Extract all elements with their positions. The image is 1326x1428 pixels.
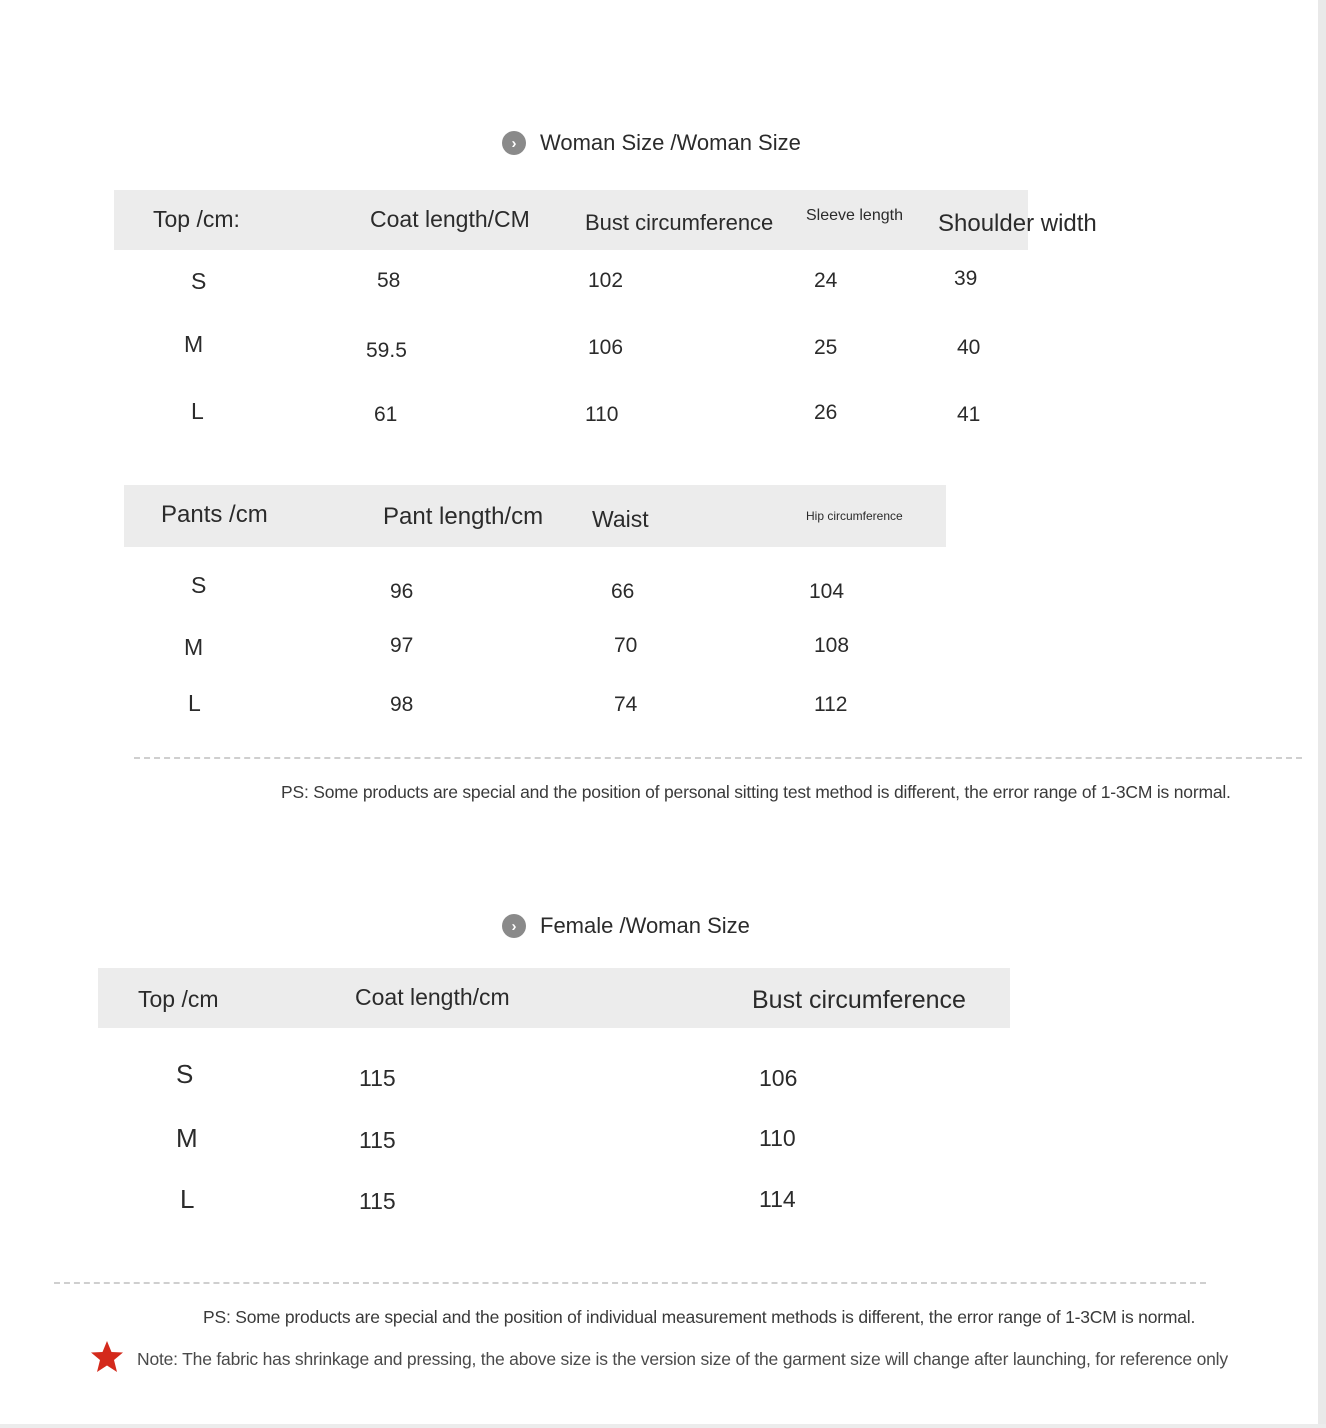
- hip-value: 108: [814, 634, 850, 657]
- section2-note: PS: Some products are special and the position of individual measurement methods is different, the error range of 1-3CM is normal.: [203, 1307, 1196, 1327]
- coat-length-value: 59.5: [366, 339, 407, 362]
- pant-length-value: 98: [390, 693, 414, 716]
- hip-value: 104: [809, 580, 845, 603]
- waist-value: 70: [614, 634, 638, 657]
- bust-value: 110: [759, 1125, 796, 1151]
- bust-value: 106: [588, 336, 624, 359]
- coat-length-value: 61: [374, 403, 398, 426]
- waist-header: Waist: [592, 506, 649, 532]
- coat-length-value: 115: [359, 1065, 396, 1091]
- sleeve-value: 26: [814, 401, 838, 424]
- coat-length-header: Coat length/CM: [370, 206, 530, 232]
- size-label: S: [191, 572, 207, 598]
- pant-length-value: 96: [390, 580, 414, 603]
- section1-note: PS: Some products are special and the position of personal sitting test method is different, the error range of 1-3CM is normal.: [281, 782, 1231, 802]
- size-label: S: [176, 1059, 194, 1089]
- footnote: Note: The fabric has shrinkage and pressing, the above size is the version size of the garment size will change after launching, for reference only: [137, 1349, 1228, 1369]
- section2-title: › Female /Woman Size: [502, 913, 750, 939]
- size-label: L: [188, 690, 201, 716]
- section1-title: › Woman Size /Woman Size: [502, 130, 801, 156]
- sleeve-value: 24: [814, 269, 838, 292]
- bust-value: 102: [588, 269, 624, 292]
- size-label: L: [180, 1184, 195, 1214]
- size-label: M: [184, 634, 204, 660]
- size-label: M: [176, 1123, 198, 1153]
- shoulder-value: 41: [957, 403, 981, 426]
- dashed-divider: [134, 757, 1302, 759]
- bust-header: Bust circumference: [752, 986, 966, 1014]
- shoulder-value: 40: [957, 336, 981, 359]
- bust-value: 114: [759, 1186, 796, 1212]
- top-header-label: Top /cm: [138, 986, 219, 1012]
- pant-length-value: 97: [390, 634, 414, 657]
- waist-value: 74: [614, 693, 638, 716]
- coat-length-value: 115: [359, 1127, 396, 1153]
- size-label: M: [184, 331, 204, 357]
- shoulder-width-header: Shoulder width: [938, 210, 1097, 237]
- dashed-divider: [54, 1282, 1206, 1284]
- bust-value: 106: [759, 1065, 798, 1091]
- top-header-label: Top /cm:: [153, 206, 240, 232]
- sleeve-value: 25: [814, 336, 838, 359]
- coat-length-value: 58: [377, 269, 401, 292]
- chevron-right-icon: ›: [502, 131, 526, 155]
- star-icon: [90, 1340, 124, 1374]
- pants-header-label: Pants /cm: [161, 501, 268, 528]
- coat-length-header: Coat length/cm: [355, 984, 510, 1010]
- bottom-edge-strip: [0, 1424, 1326, 1428]
- coat-length-value: 115: [359, 1188, 396, 1214]
- hip-header: Hip circumference: [806, 509, 903, 523]
- shoulder-value: 39: [954, 267, 978, 290]
- pant-length-header: Pant length/cm: [383, 503, 544, 530]
- chevron-right-icon: ›: [502, 914, 526, 938]
- bust-value: 110: [585, 403, 619, 426]
- right-edge-strip: [1318, 0, 1326, 1428]
- waist-value: 66: [611, 580, 635, 603]
- hip-value: 112: [814, 693, 848, 716]
- size-label: S: [191, 268, 207, 294]
- size-label: L: [191, 398, 204, 424]
- sleeve-length-header: Sleeve length: [806, 207, 903, 224]
- bust-header: Bust circumference: [585, 210, 774, 235]
